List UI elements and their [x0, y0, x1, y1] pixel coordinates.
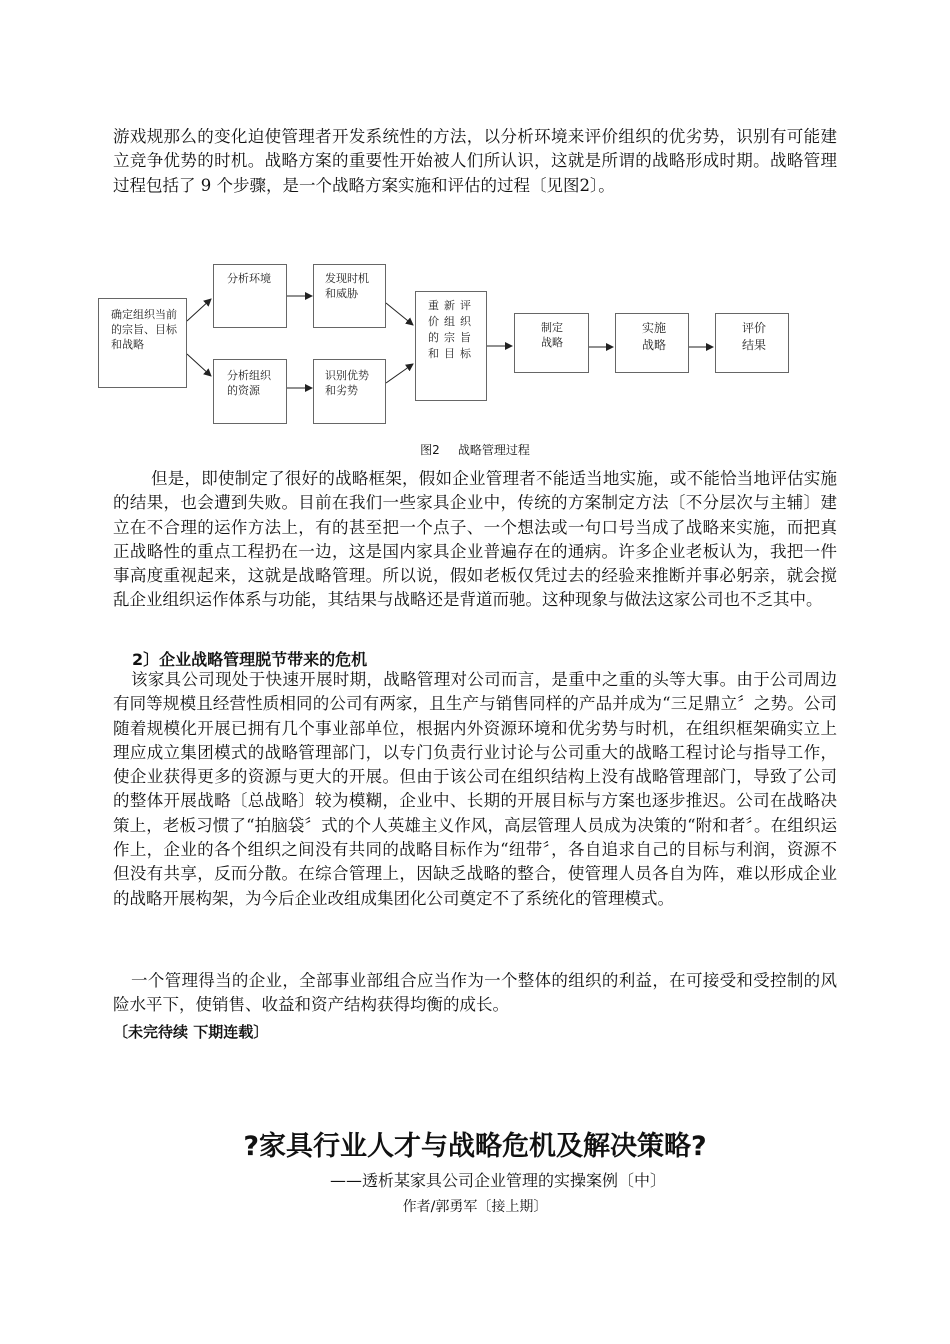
figure-caption [0, 441, 950, 458]
arrow-define-env [187, 299, 211, 321]
box-define-mission: 确定组织当前的宗旨、目标和战略 [98, 298, 187, 388]
box-identify-strengths: 识别优势和劣势 [313, 359, 386, 424]
arrow-define-resources [187, 354, 211, 376]
box-analyze-resources: 分析组织的资源 [213, 359, 287, 424]
section-heading: 2〕企业战略管理脱节带来的危机 [132, 650, 368, 669]
article-subtitle: ——透析某家具公司企业管理的实操案例〔中〕 [330, 1171, 667, 1190]
paragraph-well-managed: 一个管理得当的企业，全部事业部组合应当作为一个整体的组织的利益，在可接受和受控制的风险水平下，使销售、收益和资产结构获得均衡的成长。 [113, 971, 837, 1015]
paragraph-strategy-failure: 但是，即使制定了很好的战略框架，假如企业管理者不能适当地实施，或不能恰当地评估实施的结果，也会遭到失败。目前在我们一些家具企业中，传统的方案制定方法〔不分层次与主辅〕建立在不合理的运作方法上，有的甚至把一个点子、一个想法或一句口号当成了战略来实施，而把真正战略性的重点工程扔在一边，这是国内家具企业普遍存在的通病。许多企业老板认为，我把一件事高度重视起来，这就是战略管理。所以说，假如老板仅凭过去的经验来推断并事必躬亲，就会搅乱企业组织运作体系与功能，其结果与战略还是背道而驰。这种现象与做法这家公司也不乏其中。 [113, 469, 837, 610]
figure-caption-text: 战略管理过程 [457, 443, 530, 457]
arrow-strengths-reassess [386, 364, 413, 383]
box-reassess-mission: 重新评价组织的宗旨和目标 [415, 291, 487, 401]
box-implement-strategy: 实施战略 [615, 313, 689, 373]
paragraph-crisis: 该家具公司现处于快速开展时期，战略管理对公司而言，是重中之重的头等大事。由于公司周边有同等规模且经营性质相同的公司有两家，且生产与销售同样的产品并成为“三足鼎立〞之势。公司随着规模化开展已拥有几个事业部单位，根据内外资源环境和优劣势与时机，在组织框架确实立上理应成立集团模式的战略管理部门，以专门负责行业讨论与公司重大的战略工程讨论与指导工作，使企业获得更多的资源与更大的开展。但由于该公司在组织结构上没有战略管理部门，导致了公司的整体开展战略〔总战略〕较为模糊，企业中、长期的开展目标与方案也逐步推迟。公司在战略决策上，老板习惯了“拍脑袋〞式的个人英雄主义作风，高层管理人员成为决策的“附和者〞。在组织运作上，企业的各个组织之间没有共同的战略目标作为“纽带〞，各自追求自己的目标与利润，资源不但没有共享，反而分散。在综合管理上，因缺乏战略的整合，使管理人员各自为阵，难以形成企业的战略开展构架，为今后企业改组成集团化公司奠定不了系统化的管理模式。 [113, 670, 837, 908]
figure-number: 图2 [420, 443, 440, 457]
intro-paragraph: 游戏规那么的变化迫使管理者开发系统性的方法，以分析环境来评价组织的优劣势，识别有可能建立竞争优势的时机。战略方案的重要性开始被人们所认识，这就是所谓的战略形成时期。战略管理过程包括了 9 个步骤，是一个战略方案实施和评估的过程〔见图2〕。 [113, 127, 837, 195]
to-be-continued: 〔未完待续 下期连载〕 [113, 1023, 269, 1041]
article-title: ?家具行业人才与战略危机及解决策略? [243, 1131, 707, 1162]
box-find-opportunities: 发现时机和威胁 [313, 264, 386, 328]
box-evaluate-results: 评价结果 [715, 313, 789, 373]
box-formulate-strategy: 制定战略 [514, 313, 589, 373]
article-author: 作者/郭勇军〔接上期〕 [402, 1199, 548, 1215]
arrow-opportunity-reassess [386, 303, 413, 325]
box-analyze-environment: 分析环境 [213, 264, 287, 328]
